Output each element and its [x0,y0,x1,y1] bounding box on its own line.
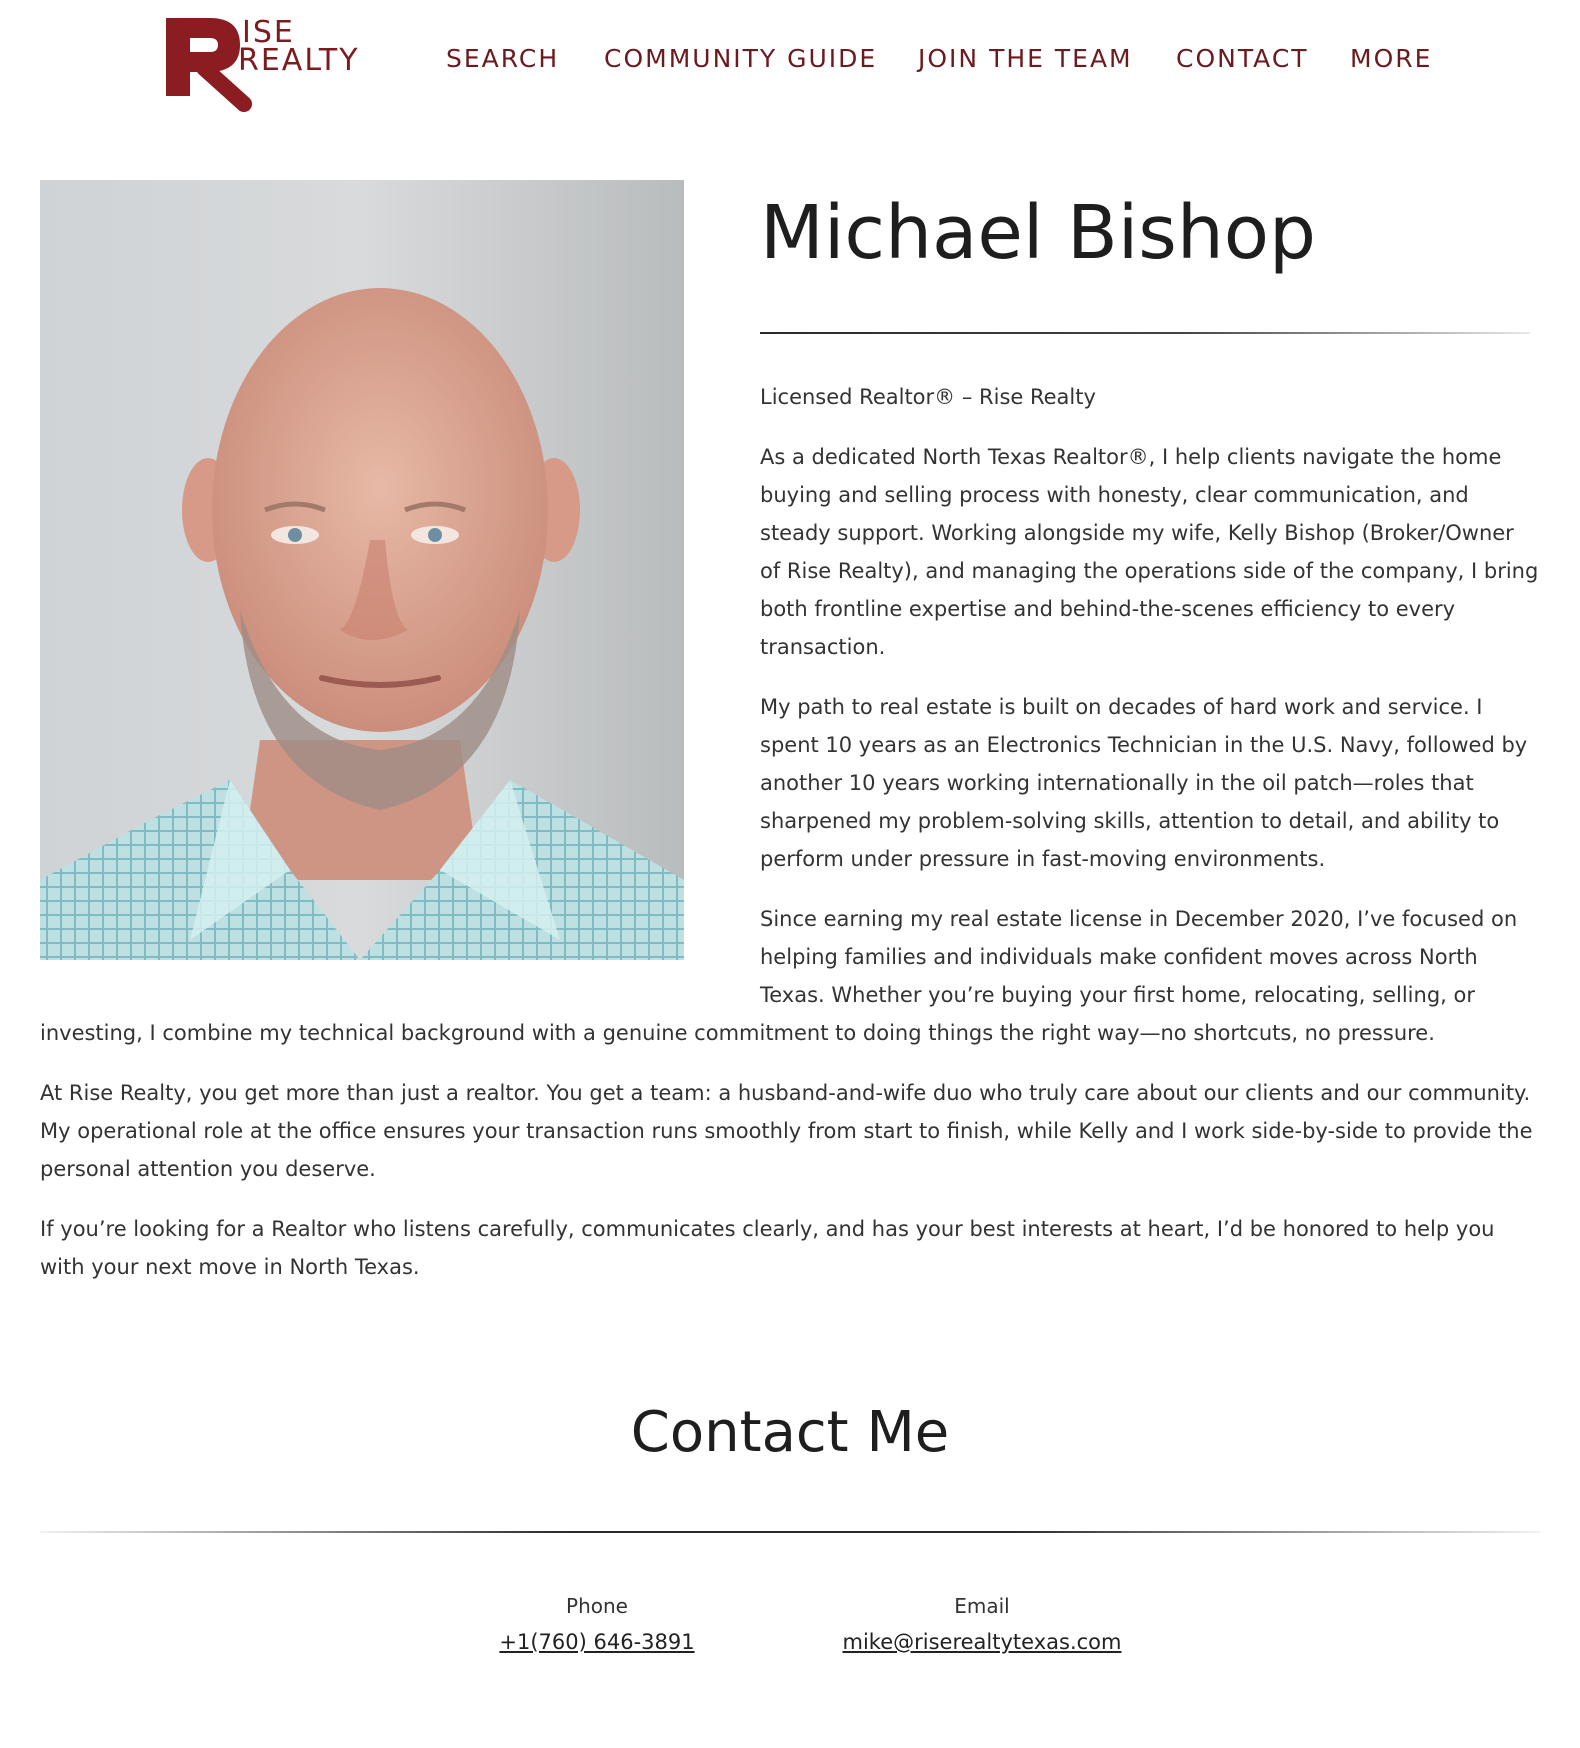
email-block [802,1592,1162,1656]
profile-photo [40,180,684,960]
nav-search[interactable]: SEARCH [446,44,560,73]
phone-block [417,1592,777,1656]
phone-label: Phone [566,1594,628,1618]
bio-paragraph-2: My path to real estate is built on decades of hard work and service. I spent 10 years as an Electronics Technician in the U.S. Navy, followed by another 10 years working internationally in the oil patch—roles that sharpened my problem-solving skills, attention to detail, and ability to perform under pressure in fast-moving environments. [760,695,1528,871]
nav-more[interactable]: MORE [1350,44,1433,73]
logo-line-2: REALTY [238,43,360,78]
bio-paragraph-3: Since earning my real estate license in December 2020, I’ve focused on helping families and individuals make confident moves across North Texas. Whether you’re buying your first home, relocating, selling, or [760,907,1518,1007]
agent-title: Licensed Realtor® – Rise Realty [760,385,1096,409]
email-label: Email [954,1594,1010,1618]
email-link[interactable]: mike@riserealtytexas.com [842,1630,1122,1654]
nav-join-the-team[interactable]: JOIN THE TEAM [918,44,1133,73]
name-divider [760,332,1530,334]
nav-community-guide[interactable]: COMMUNITY GUIDE [604,44,878,73]
portrait-illustration [40,180,684,960]
contact-heading: Contact Me [630,1400,950,1465]
logo-line-1: ISE [242,15,295,50]
nav-contact[interactable]: CONTACT [1176,44,1309,73]
bio-paragraph-1: As a dedicated North Texas Realtor®, I help clients navigate the home buying and selling process with honesty, clear communication, and steady support. Working alongside my wife, Kelly Bishop (Broker/Owner of Rise Realty), and managing the operations side of the company, I bring both frontline expertise and behind-the-scenes efficiency to every transaction. [760,445,1539,659]
bio-paragraph-3-continued: investing, I combine my technical background with a genuine commitment to doing things the right way—no shortcuts, no pressure. [40,1021,1435,1045]
phone-link[interactable]: +1(760) 646-3891 [499,1630,695,1654]
bio-paragraph-5: If you’re looking for a Realtor who listens carefully, communicates clearly, and has your best interests at heart, I’d be honored to help you with your next move in North Texas. [40,1217,1495,1279]
contact-divider [40,1531,1540,1533]
main-navigation [0,44,1580,84]
bio-paragraph-4: At Rise Realty, you get more than just a realtor. You get a team: a husband-and-wife duo who truly care about our clients and our community. My operational role at the office ensures your transaction runs smoothly from start to finish, while Kelly and I work side-by-side to provide the personal attention you deserve. [40,1081,1533,1181]
agent-name: Michael Bishop [760,190,1316,276]
